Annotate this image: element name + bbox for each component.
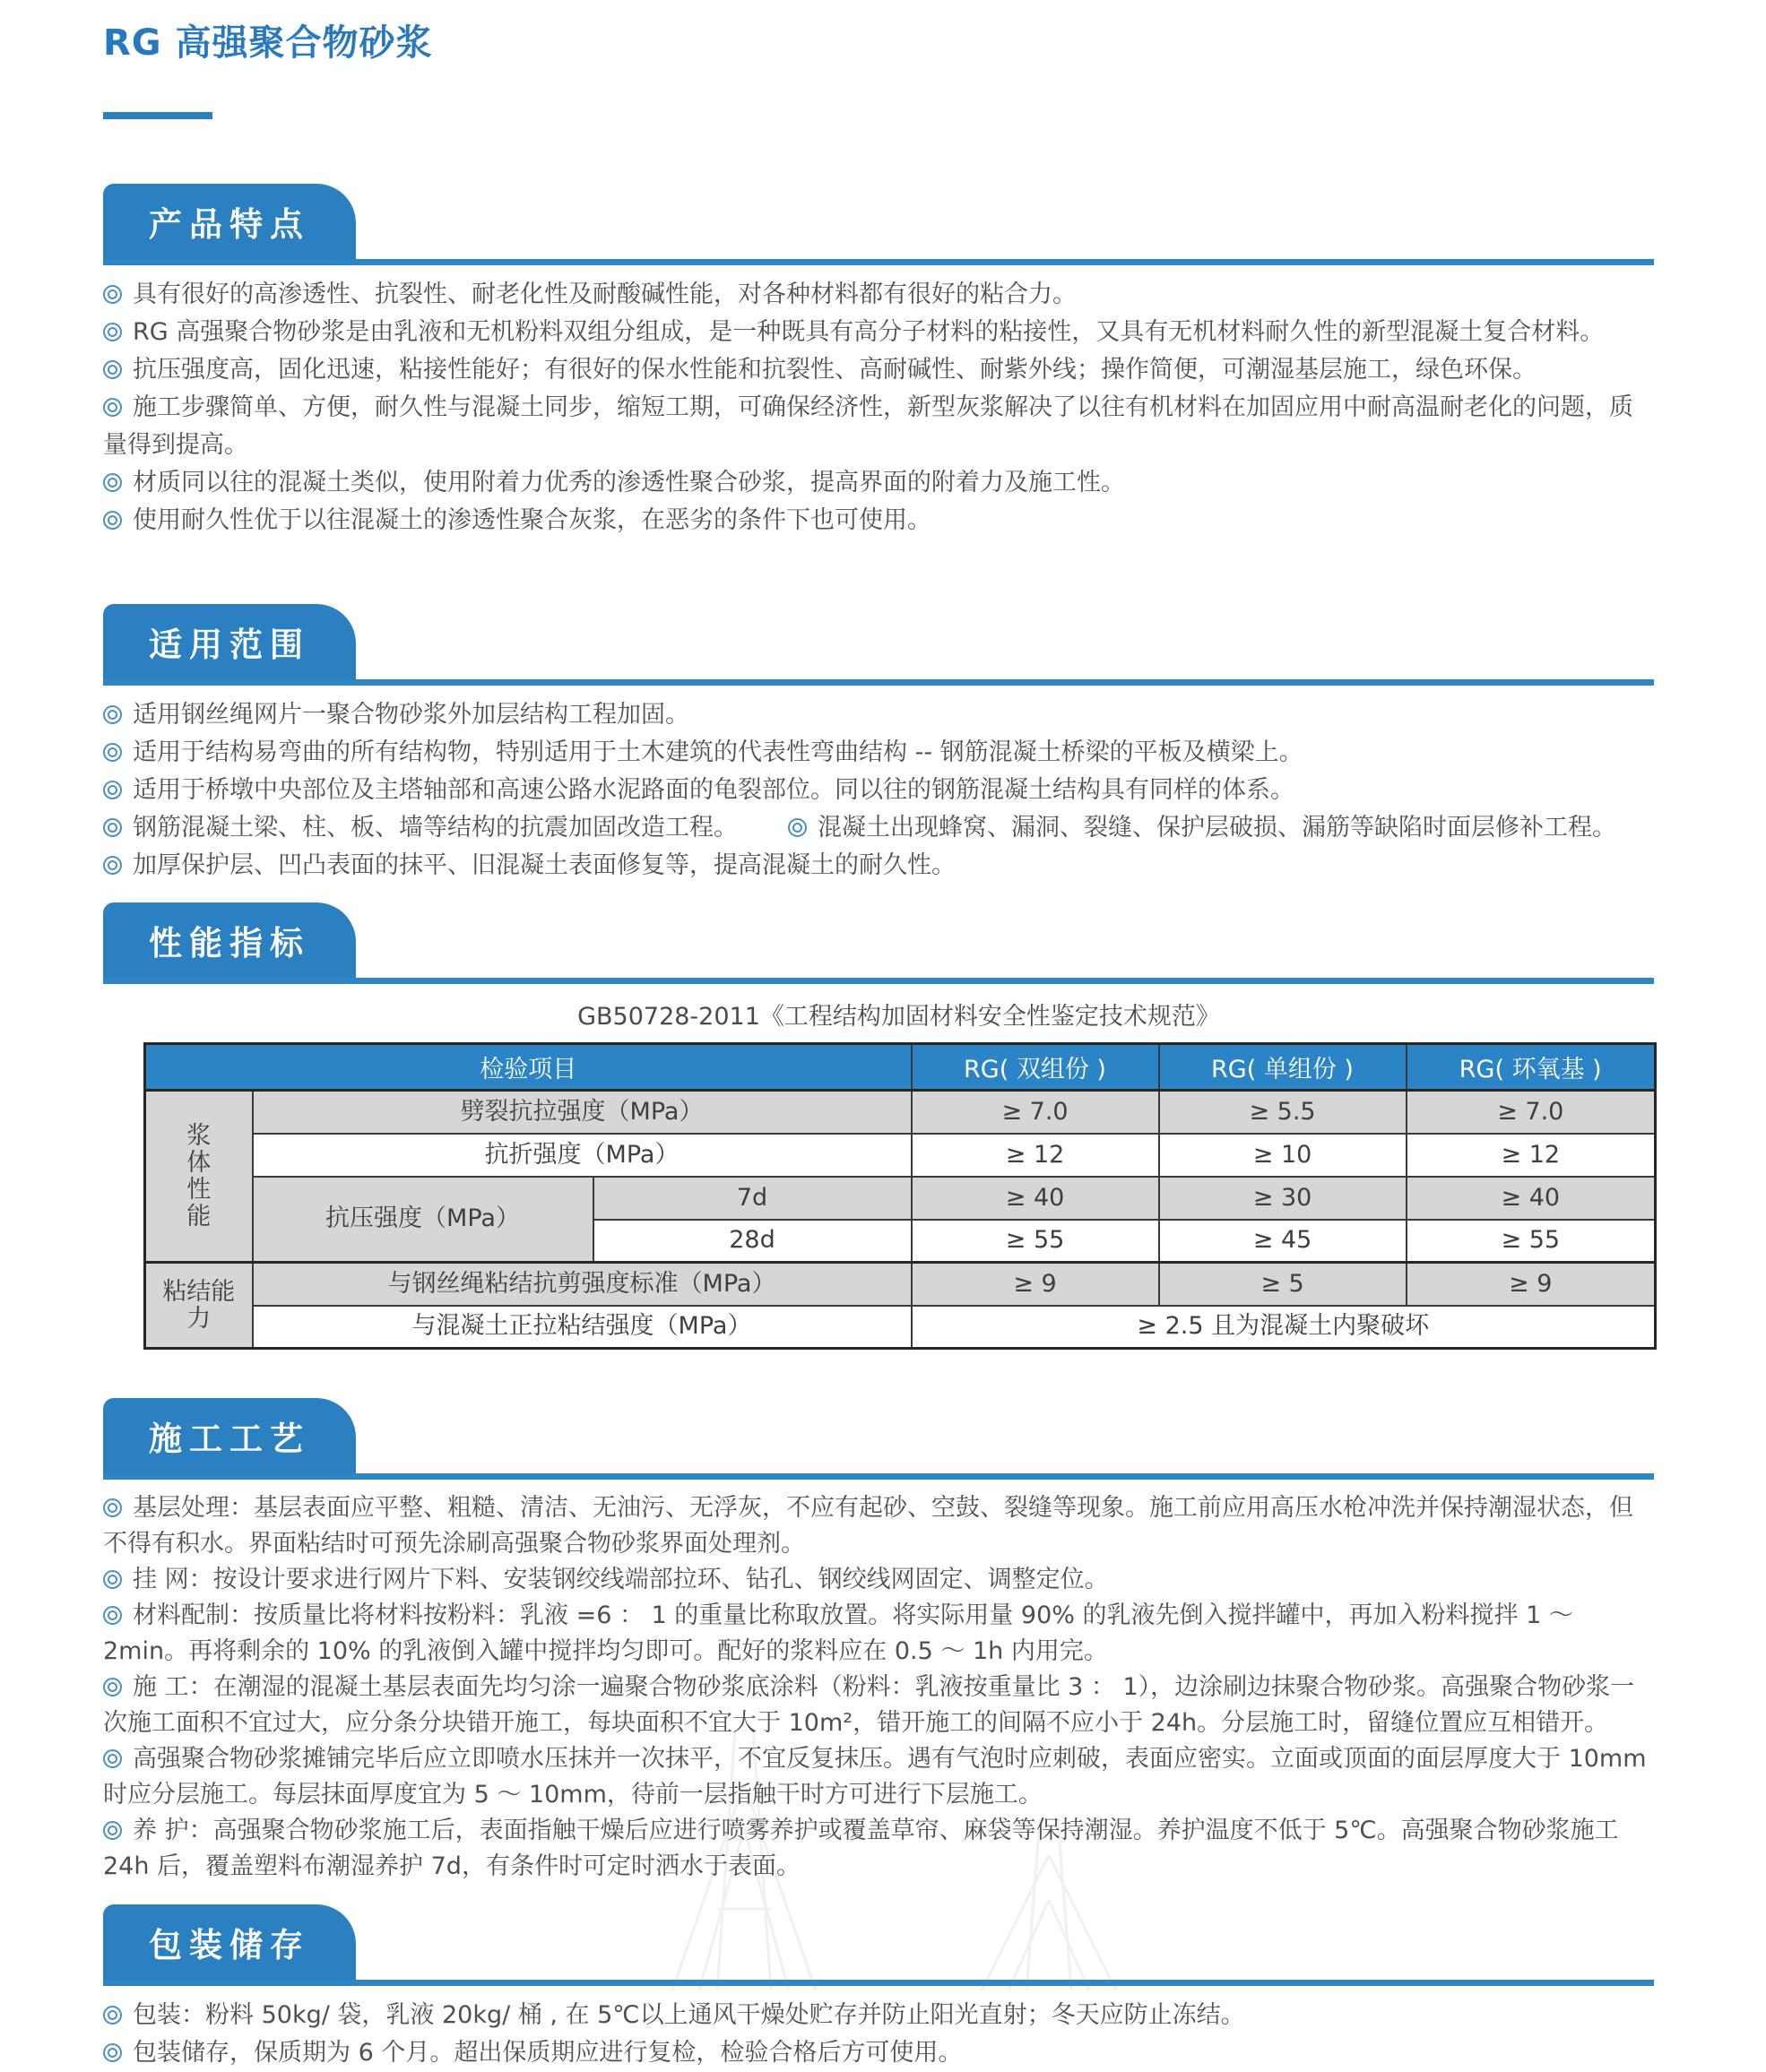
test-item-label: 与钢丝绳粘结抗剪强度标准（MPa）	[253, 1263, 912, 1306]
section-rule	[103, 1473, 1654, 1480]
spec-value: ≥ 9	[1407, 1263, 1656, 1306]
bullet-ring-icon	[103, 323, 122, 341]
section-tab-process	[103, 1398, 356, 1473]
bullet-text: 包装储存，保质期为 6 个月。超出保质期应进行复检，检验合格后方可使用。	[133, 2039, 963, 2067]
bullet-ring-icon	[103, 1749, 122, 1768]
bullet-text: 适用于桥墩中央部位及主塔轴部和高速公路水泥路面的龟裂部位。同以往的钢筋混凝土结构具有同样的体系。	[133, 776, 1294, 804]
bullet-text: 材料配制：按质量比将材料按粉料：乳液 =6 ： 1 的重量比称取放置。将实际用量 90% 的乳液先倒入搅拌罐中，再加入粉料搅拌 1 ～ 2min。再将剩余的 10% 的乳液倒入罐中搅拌均匀即可。配好的浆料应在 0.5 ～ 1h 内用完。	[103, 1601, 1573, 1665]
bullet-text: 适用于结构易弯曲的所有结构物，特别适用于土木建筑的代表性弯曲结构 -- 钢筋混凝土桥梁的平板及横梁上。	[133, 738, 1303, 766]
section-heading: 施工工艺	[149, 1420, 310, 1458]
spec-value: ≥ 45	[1159, 1220, 1407, 1263]
bullet-text: 使用耐久性优于以往混凝土的渗透性聚合灰浆，在恶劣的条件下也可使用。	[133, 506, 931, 534]
packaging-bullet-list	[103, 1997, 1654, 2072]
spec-value: ≥ 40	[1407, 1177, 1656, 1220]
bullet-ring-icon	[103, 1678, 122, 1696]
bullet-row	[103, 1598, 1654, 1670]
section-rule	[103, 679, 1654, 686]
bullet-ring-icon	[103, 2043, 122, 2062]
col-header-product: RG( 双组份 )	[912, 1044, 1159, 1091]
bullet-text: 适用钢丝绳网片一聚合物砂浆外加层结构工程加固。	[133, 701, 689, 729]
section-tab-scope	[103, 604, 356, 679]
bullet-text: 抗压强度高，固化迅速，粘接性能好；有很好的保水性能和抗裂性、高耐碱性、耐紫外线；操作简便，可潮湿基层施工，绿色环保。	[133, 356, 1537, 384]
bullet-row	[103, 734, 1654, 772]
page-title: RG 高强聚合物砂浆	[103, 22, 433, 64]
bullet-text: 具有很好的高渗透性、抗裂性、耐老化性及耐酸碱性能，对各种材料都有很好的粘合力。	[133, 281, 1077, 308]
bullet-ring-icon	[103, 360, 122, 379]
process-bullet-list	[103, 1490, 1654, 1885]
section-header-features	[103, 184, 1654, 265]
bullet-row	[103, 1741, 1654, 1813]
row-group-label: 浆 体 性 能	[145, 1091, 253, 1263]
bullet-text: 钢筋混凝土梁、柱、板、墙等结构的抗震加固改造工程。	[133, 814, 738, 842]
test-age-label: 28d	[593, 1220, 912, 1263]
bullet-text: 挂 网：按设计要求进行网片下料、安装钢绞线端部拉环、钻孔、钢绞线网固定、调整定位。	[133, 1566, 1109, 1593]
bullet-row	[103, 314, 1654, 351]
section-heading: 产品特点	[149, 205, 310, 244]
bullet-ring-icon	[103, 856, 122, 875]
bullet-row	[103, 1670, 1654, 1741]
bullet-row	[103, 276, 1654, 314]
bullet-row	[103, 464, 1654, 502]
bullet-ring-icon	[103, 1570, 122, 1589]
test-item-label: 与混凝土正拉粘结强度（MPa）	[253, 1306, 912, 1349]
spec-value: ≥ 40	[912, 1177, 1159, 1220]
bullet-ring-icon	[103, 473, 122, 492]
performance-table	[143, 1042, 1657, 1350]
bullet-row	[103, 1813, 1654, 1885]
section-heading: 包装储存	[149, 1926, 310, 1964]
bullet-text: 加厚保护层、凹凸表面的抹平、旧混凝土表面修复等，提高混凝土的耐久性。	[133, 851, 956, 879]
performance-table-head	[145, 1044, 1656, 1091]
bullet-text: RG 高强聚合物砂浆是由乳液和无机粉料双组分组成，是一种既具有高分子材料的粘接性，又具有无机材料耐久性的新型混凝土复合材料。	[133, 318, 1605, 346]
bullet-row	[103, 1490, 1654, 1562]
feature-bullet-list	[103, 276, 1654, 540]
spec-value: ≥ 12	[1407, 1134, 1656, 1177]
bullet-text: 施 工：在潮湿的混凝土基层表面先均匀涂一遍聚合物砂浆底涂料（粉料：乳液按重量比 3 ： 1），边涂刷边抹聚合物砂浆。高强聚合物砂浆一次施工面积不宜过大，应分条分块错开施工，每块面积不宜大于 10m²，错开施工的间隔不应小于 24h。分层施工时，留缝位置应互相错开。	[103, 1673, 1635, 1737]
section-heading: 适用范围	[149, 626, 310, 664]
bullet-row	[103, 1997, 1654, 2034]
col-header-test-item: 检验项目	[145, 1044, 912, 1091]
section-rule	[103, 1980, 1654, 1986]
section-header-performance	[103, 902, 1654, 984]
spec-value: ≥ 5.5	[1159, 1091, 1407, 1134]
section-rule	[103, 259, 1654, 265]
spec-value: ≥ 10	[1159, 1134, 1407, 1177]
bullet-row	[103, 809, 1654, 847]
row-group-label: 粘结能 力	[145, 1263, 253, 1349]
section-heading: 性能指标	[149, 924, 310, 963]
bullet-ring-icon	[103, 285, 122, 304]
bullet-row	[103, 389, 1654, 464]
test-item-label: 抗压强度（MPa）	[253, 1177, 593, 1263]
scope-bullet-list	[103, 696, 1654, 885]
bullet-text: 养 护：高强聚合物砂浆施工后，表面指触干燥后应进行喷雾养护或覆盖草帘、麻袋等保持潮湿。养护温度不低于 5℃。高强聚合物砂浆施工 24h 后，覆盖塑料布潮湿养护 7d，有条件时可定时洒水于表面。	[103, 1817, 1619, 1880]
table-row	[145, 1134, 1656, 1177]
bullet-ring-icon	[103, 1821, 122, 1840]
bullet-ring-icon	[103, 1498, 122, 1517]
section-rule	[103, 978, 1654, 984]
bullet-ring-icon	[103, 2006, 122, 2025]
bullet-row	[103, 1562, 1654, 1598]
spec-value: ≥ 2.5 且为混凝土内聚破坏	[912, 1306, 1656, 1349]
section-header-scope	[103, 604, 1654, 686]
title-underline	[103, 112, 212, 119]
bullet-text: 基层处理：基层表面应平整、粗糙、清洁、无油污、无浮灰，不应有起砂、空鼓、裂缝等现象。施工前应用高压水枪冲洗并保持潮湿状态，但不得有积水。界面粘结时可预先涂刷高强聚合物砂浆界面处理剂。	[103, 1494, 1633, 1558]
section-header-packaging	[103, 1904, 1654, 1986]
performance-table-body	[145, 1091, 1656, 1349]
standard-reference: GB50728-2011《工程结构加固材料安全性鉴定技术规范》	[577, 1003, 1220, 1031]
bullet-ring-icon	[103, 1606, 122, 1625]
bullet-ring-icon	[103, 398, 122, 417]
test-item-label: 抗折强度（MPa）	[253, 1134, 912, 1177]
spec-value: ≥ 5	[1159, 1263, 1407, 1306]
section-header-process	[103, 1398, 1654, 1480]
bullet-row	[103, 696, 1654, 734]
spec-value: ≥ 55	[1407, 1220, 1656, 1263]
section-tab-performance	[103, 902, 356, 978]
section-tab-packaging	[103, 1904, 356, 1980]
test-item-label: 劈裂抗拉强度（MPa）	[253, 1091, 912, 1134]
bullet-row	[103, 2034, 1654, 2072]
bullet-row	[103, 351, 1654, 389]
spec-value: ≥ 7.0	[912, 1091, 1159, 1134]
col-header-product: RG( 环氧基 )	[1407, 1044, 1656, 1091]
bullet-ring-icon	[103, 511, 122, 530]
bullet-ring-icon	[103, 781, 122, 799]
table-row	[145, 1306, 1656, 1349]
table-row	[145, 1177, 1656, 1220]
bullet-row	[103, 847, 1654, 885]
table-row	[145, 1091, 1656, 1134]
bullet-text: 包装：粉料 50kg/ 袋，乳液 20kg/ 桶 , 在 5℃以上通风干燥处贮存并防止阳光直射；冬天应防止冻结。	[133, 2001, 1245, 2029]
spec-value: ≥ 7.0	[1407, 1091, 1656, 1134]
bullet-ring-icon	[788, 818, 807, 837]
bullet-ring-icon	[103, 705, 122, 724]
spec-value: ≥ 9	[912, 1263, 1159, 1306]
col-header-product: RG( 单组份 )	[1159, 1044, 1407, 1091]
bullet-ring-icon	[103, 743, 122, 762]
section-tab-features	[103, 184, 356, 259]
bullet-ring-icon	[103, 818, 122, 837]
spec-value: ≥ 30	[1159, 1177, 1407, 1220]
table-row	[145, 1263, 1656, 1306]
bullet-row	[103, 772, 1654, 809]
bullet-row	[103, 502, 1654, 540]
bullet-text: 高强聚合物砂浆摊铺完毕后应立即喷水压抹并一次抹平，不宜反复抹压。遇有气泡时应刺破，表面应密实。立面或顶面的面层厚度大于 10mm 时应分层施工。每层抹面厚度宜为 5 ～ 10mm，待前一层指触干时方可进行下层施工。	[103, 1745, 1647, 1809]
bullet-text: 混凝土出现蜂窝、漏洞、裂缝、保护层破损、漏筋等缺陷时面层修补工程。	[818, 814, 1616, 842]
spec-value: ≥ 12	[912, 1134, 1159, 1177]
bullet-text: 材质同以往的混凝土类似，使用附着力优秀的渗透性聚合砂浆，提高界面的附着力及施工性。	[133, 469, 1125, 496]
spec-value: ≥ 55	[912, 1220, 1159, 1263]
bullet-text: 施工步骤简单、方便，耐久性与混凝土同步，缩短工期，可确保经济性，新型灰浆解决了以往有机材料在加固应用中耐高温耐老化的问题，质量得到提高。	[103, 393, 1633, 459]
test-age-label: 7d	[593, 1177, 912, 1220]
